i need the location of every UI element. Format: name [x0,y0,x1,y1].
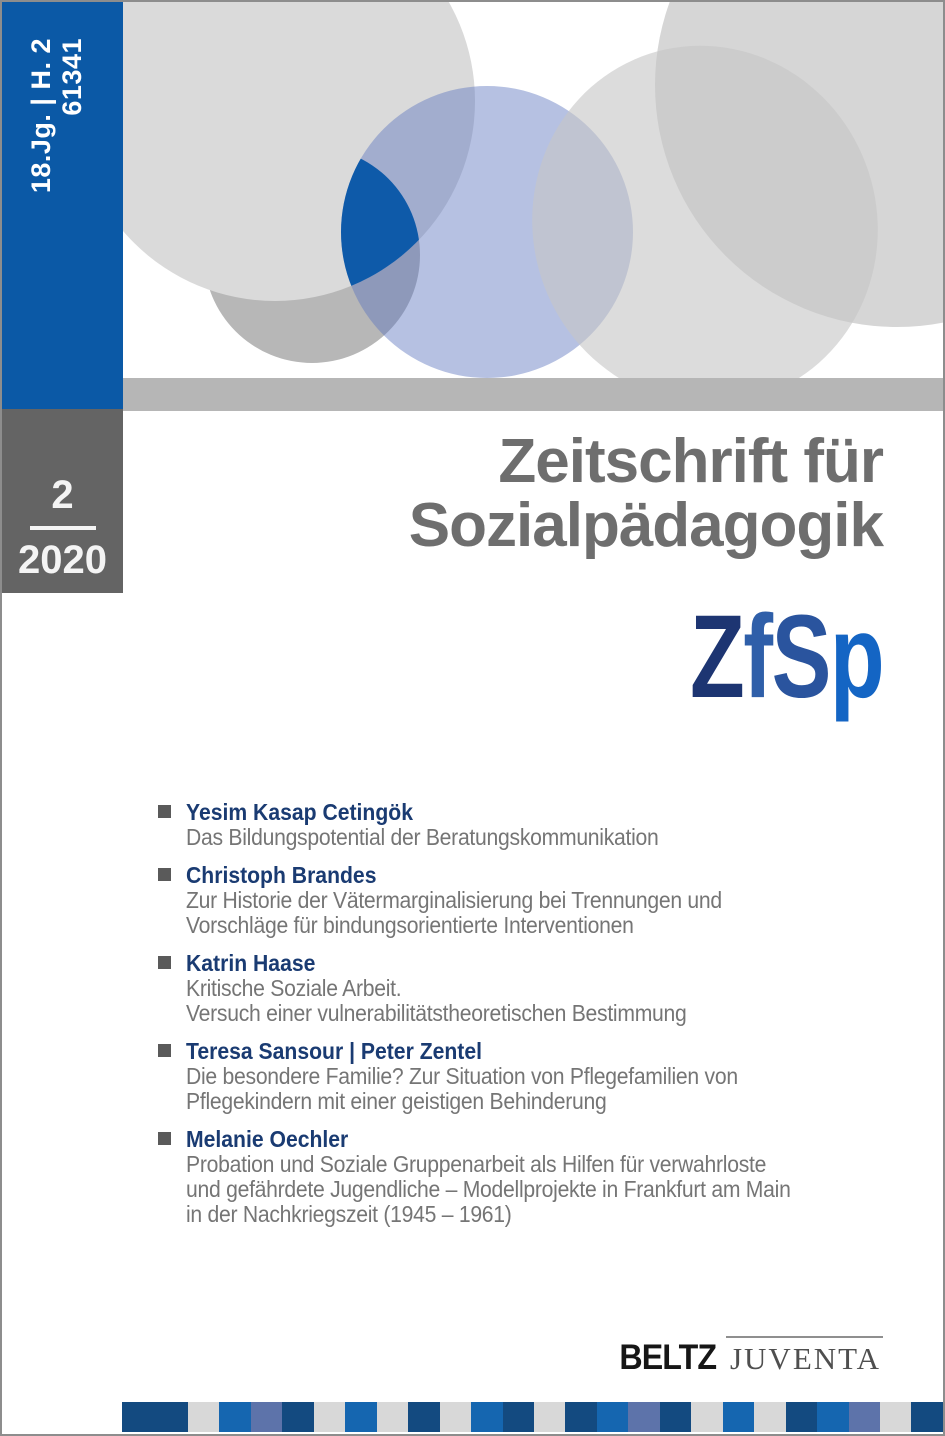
spine-issue-info: 18.Jg. | H. 2 [26,38,56,194]
stripe-block-navy [408,1402,439,1432]
stripe-block-gray [880,1402,911,1432]
spine-bar [2,2,123,409]
square-bullet-icon [158,956,171,969]
stripe-block-gray [754,1402,785,1432]
toc-entry-text [186,863,836,938]
stripe-block-blue [345,1402,376,1432]
toc-title-line: Probation und Soziale Gruppenarbeit als Hilfen für verwahrloste [186,1151,767,1177]
stripe-block-navy [282,1402,313,1432]
acronym-letter-Z: Z [689,591,744,723]
toc-title-line: Zur Historie der Vätermarginalisierung bei Trennungen und [186,887,722,913]
toc-author: Yesim Kasap Cetingök [186,799,413,825]
stripe-block-gray [314,1402,345,1432]
publisher-beltz: BELTZ [619,1338,716,1377]
stripe-block-gray [534,1402,565,1432]
stripe-block-blue [723,1402,754,1432]
toc-entry [158,1039,893,1114]
stripe-block-blue [471,1402,502,1432]
stripe-block-gray [377,1402,408,1432]
stripe-block-gray [691,1402,722,1432]
square-bullet-icon [158,805,171,818]
toc-entry-text [186,1127,836,1227]
journal-title-line1: Zeitschrift für [498,427,883,496]
toc-title-line: Die besondere Familie? Zur Situation von Pflegefamilien von [186,1063,738,1089]
toc-entry [158,800,893,850]
stripe-block-slate [628,1402,659,1432]
journal-title-line2: Sozialpädagogik [408,491,883,560]
stripe-block-blue [817,1402,848,1432]
toc-title-line: Pflegekindern mit einer geistigen Behinderung [186,1088,607,1114]
stripe-block-navy [122,1402,188,1432]
toc-title-line: und gefährdete Jugendliche – Modellprojekte in Frankfurt am Main [186,1176,791,1202]
stripe-block-gray [440,1402,471,1432]
issue-box [2,409,123,593]
toc-entry [158,863,893,938]
toc-author: Melanie Oechler [186,1126,349,1152]
stripe-block-blue [219,1402,250,1432]
stripe-block-gray [188,1402,219,1432]
stripe-block-navy [565,1402,596,1432]
divider-band [123,378,943,411]
toc-title-line: Das Bildungspotential der Beratungskommunikation [186,824,659,850]
toc-author: Katrin Haase [186,950,316,976]
stripe-block-navy [911,1402,942,1432]
square-bullet-icon [158,1132,171,1145]
spine-text [2,2,123,409]
toc-title-line: Versuch einer vulnerabilitätstheoretischen Bestimmung [186,1000,687,1026]
toc-entry-text [186,1039,836,1114]
toc-entry-text [186,951,836,1026]
spine-order-number: 61341 [57,38,87,116]
acronym-letter-S: S [771,591,830,723]
acronym-letter-p: p [829,591,883,723]
issue-year: 2020 [18,538,107,582]
toc-entry-text [186,800,836,850]
stripe-block-slate [251,1402,282,1432]
toc-entry [158,951,893,1026]
stripe-block-navy [660,1402,691,1432]
stripe-block-blue [597,1402,628,1432]
toc-entry [158,1127,893,1227]
stripe-block-navy [786,1402,817,1432]
cover-art [2,2,943,412]
bottom-color-stripe [122,1402,943,1432]
issue-number: 2 [51,473,74,517]
journal-title [408,427,883,560]
stripe-block-slate [849,1402,880,1432]
toc-author: Teresa Sansour | Peter Zentel [186,1038,483,1064]
table-of-contents [158,800,893,1240]
toc-author: Christoph Brandes [186,862,377,888]
acronym-letter-f: f [743,591,772,723]
toc-title-line: Vorschläge für bindungsorientierte Interventionen [186,912,634,938]
toc-title-line: in der Nachkriegszeit (1945 – 1961) [186,1201,512,1227]
square-bullet-icon [158,1044,171,1057]
publisher-juventa: JUVENTA [726,1336,883,1377]
journal-acronym [689,591,883,723]
publisher-logo [611,1336,883,1378]
square-bullet-icon [158,868,171,881]
toc-title-line: Kritische Soziale Arbeit. [186,975,402,1001]
stripe-block-navy [503,1402,534,1432]
issue-divider-line [30,526,96,530]
